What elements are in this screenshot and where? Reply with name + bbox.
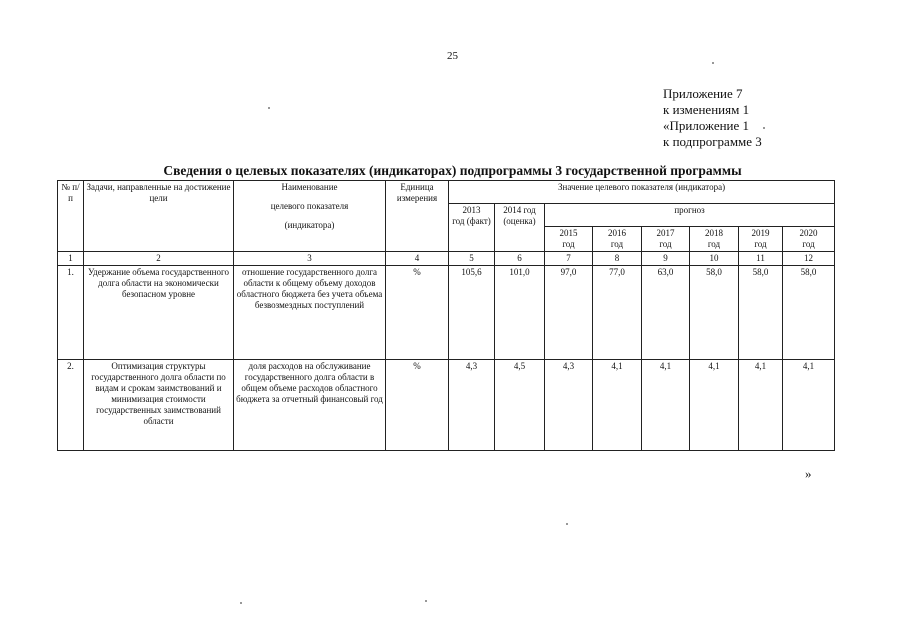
header-2013-year: 2013	[462, 205, 481, 215]
row-value: 4,1	[783, 360, 835, 451]
header-indicator-name	[234, 181, 386, 252]
appendix-line: «Приложение 1	[663, 118, 750, 133]
appendix-line: Приложение 7	[663, 86, 743, 101]
scan-speck	[763, 127, 765, 129]
indicators-table	[57, 180, 835, 451]
header-num: № п/п	[58, 181, 84, 252]
column-number: 5	[449, 252, 495, 266]
document-title: Сведения о целевых показателях (индикаторах) подпрограммы 3 государственной программы	[163, 163, 742, 178]
header-unit: Единица измерения	[386, 181, 449, 252]
row-value: 101,0	[495, 266, 545, 360]
row-value: 58,0	[739, 266, 783, 360]
scan-speck	[566, 523, 568, 525]
column-number: 12	[783, 252, 835, 266]
row-value: 4,1	[690, 360, 739, 451]
header-forecast-year: 2018 год	[690, 227, 739, 252]
appendix-line: к изменениям 1	[663, 102, 750, 117]
header-forecast-year: 2017 год	[642, 227, 690, 252]
column-number: 8	[593, 252, 642, 266]
row-value: 4,1	[739, 360, 783, 451]
scan-speck	[268, 107, 270, 109]
row-indicator: доля расходов на обслуживание государственного долга области в общем объеме расходов областного бюджета за отчетный финансовый год	[234, 360, 386, 451]
header-2014	[495, 204, 545, 252]
column-number: 7	[545, 252, 593, 266]
row-value: 58,0	[783, 266, 835, 360]
header-forecast-year: 2019 год	[739, 227, 783, 252]
header-2014-label: (оценка)	[503, 216, 536, 226]
row-value: 4,3	[449, 360, 495, 451]
header-indicator-line: Наименование	[281, 182, 338, 192]
row-unit: %	[386, 266, 449, 360]
header-indicator-line: целевого показателя	[270, 201, 349, 211]
appendix-line: к подпрограмме 3	[663, 134, 762, 149]
column-number: 6	[495, 252, 545, 266]
page-number: 25	[447, 50, 458, 62]
table-row	[58, 360, 835, 451]
row-value: 63,0	[642, 266, 690, 360]
scan-speck	[240, 602, 242, 604]
header-task: Задачи, направленные на достижение цели	[84, 181, 234, 252]
header-target-value: Значение целевого показателя (индикатора)	[449, 181, 835, 204]
appendix-reference	[663, 86, 762, 150]
row-unit: %	[386, 360, 449, 451]
column-number: 11	[739, 252, 783, 266]
header-forecast-year: 2015 год	[545, 227, 593, 252]
row-value: 58,0	[690, 266, 739, 360]
row-value: 4,3	[545, 360, 593, 451]
column-number-row	[58, 252, 835, 266]
header-forecast: прогноз	[545, 204, 835, 227]
column-number: 1	[58, 252, 84, 266]
row-task: Удержание объема государственного долга области на экономически безопасном уровне	[84, 266, 234, 360]
header-2014-year: 2014 год	[503, 205, 536, 215]
header-2013	[449, 204, 495, 252]
table-row	[58, 266, 835, 360]
row-value: 97,0	[545, 266, 593, 360]
row-num: 1.	[58, 266, 84, 360]
column-number: 4	[386, 252, 449, 266]
scan-speck	[425, 600, 427, 602]
row-num: 2.	[58, 360, 84, 451]
row-indicator: отношение государственного долга области к общему объему доходов областного бюджета без учета объема безвозмездных поступлений	[234, 266, 386, 360]
closing-quote: »	[805, 466, 812, 481]
column-number: 10	[690, 252, 739, 266]
scan-speck	[712, 62, 714, 64]
column-number: 2	[84, 252, 234, 266]
row-value: 105,6	[449, 266, 495, 360]
column-number: 3	[234, 252, 386, 266]
row-value: 4,1	[642, 360, 690, 451]
row-value: 4,1	[593, 360, 642, 451]
header-2013-label: год (факт)	[452, 216, 491, 226]
header-forecast-year: 2020 год	[783, 227, 835, 252]
row-value: 4,5	[495, 360, 545, 451]
column-number: 9	[642, 252, 690, 266]
row-value: 77,0	[593, 266, 642, 360]
header-indicator-line: (индикатора)	[284, 220, 335, 230]
row-task: Оптимизация структуры государственного долга области по видам и срокам заимствований и минимизация стоимости государственных заимствований области	[84, 360, 234, 451]
header-forecast-year: 2016 год	[593, 227, 642, 252]
